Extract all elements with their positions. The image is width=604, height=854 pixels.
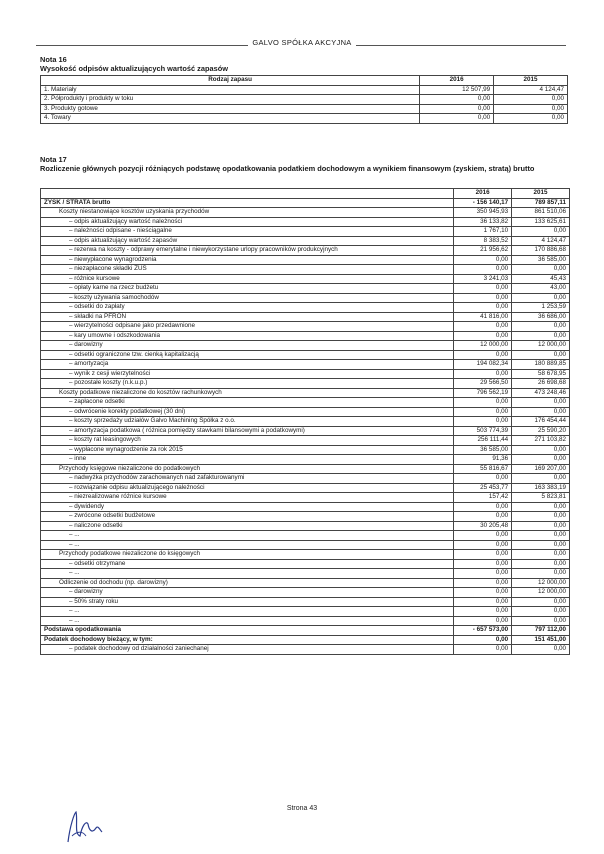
value-2015: 0,00 [494, 114, 568, 124]
table-row [41, 85, 568, 95]
value-2016: 0,00 [454, 293, 512, 303]
value-2016: 503 774,39 [454, 426, 512, 436]
table-row [41, 208, 570, 218]
table-row [41, 407, 570, 417]
table-row [41, 417, 570, 427]
row-label: – odsetki otrzymane [41, 559, 454, 569]
table-row [41, 284, 570, 294]
value-2016: 0,00 [420, 95, 494, 105]
row-label: – niewypłacone wynagrodzenia [41, 255, 454, 265]
value-2016: 12 000,00 [454, 341, 512, 351]
table-row [41, 531, 570, 541]
value-2015: 271 103,82 [512, 436, 570, 446]
row-label: Przychody księgowe niezaliczone do podatkowych [41, 464, 454, 474]
table-row [41, 569, 570, 579]
value-2016: 0,00 [454, 350, 512, 360]
row-label: – należności odpisane - nieściągalne [41, 227, 454, 237]
value-2015: 0,00 [494, 95, 568, 105]
value-2015: 4 124,47 [512, 236, 570, 246]
table-row [41, 246, 570, 256]
value-2015: 36 686,00 [512, 312, 570, 322]
row-label: – niezrealizowane różnice kursowe [41, 493, 454, 503]
value-2016: 0,00 [454, 578, 512, 588]
row-label: Podstawa opodatkowania [41, 626, 454, 636]
row-label: – zwrócone odsetki budżetowe [41, 512, 454, 522]
value-2016: 0,00 [454, 502, 512, 512]
row-label: – ... [41, 607, 454, 617]
row-label: – odsetki ograniczone tzw. cienką kapitalizacją [41, 350, 454, 360]
table-row [41, 512, 570, 522]
value-2015: 0,00 [512, 569, 570, 579]
nota16-number: Nota 16 [40, 55, 67, 64]
value-2016: 3 241,03 [454, 274, 512, 284]
table-row [41, 104, 568, 114]
header-2015: 2015 [512, 189, 570, 199]
table-row [41, 265, 570, 275]
value-2015: 12 000,00 [512, 341, 570, 351]
value-2015: 0,00 [512, 455, 570, 465]
nota16-title: Wysokość odpisów aktualizujących wartość zapasów [40, 63, 228, 73]
value-2015: 0,00 [512, 645, 570, 655]
value-2016: 0,00 [454, 417, 512, 427]
value-2015: 0,00 [512, 445, 570, 455]
table-row [41, 436, 570, 446]
row-label: Podatek dochodowy bieżący, w tym: [41, 635, 454, 645]
value-2016: 1 767,10 [454, 227, 512, 237]
table-row [41, 379, 570, 389]
value-2015: 36 585,00 [512, 255, 570, 265]
row-label: – inne [41, 455, 454, 465]
value-2016: 55 816,67 [454, 464, 512, 474]
value-2016: - 156 140,17 [454, 198, 512, 208]
value-2016: 0,00 [454, 303, 512, 313]
table-row [41, 236, 570, 246]
value-2016: 12 507,99 [420, 85, 494, 95]
value-2016: 0,00 [454, 550, 512, 560]
row-label: – darowizny [41, 341, 454, 351]
row-label: – różnice kursowe [41, 274, 454, 284]
table-row [41, 95, 568, 105]
value-2015: 0,00 [494, 104, 568, 114]
value-2016: 0,00 [454, 588, 512, 598]
table-row [41, 521, 570, 531]
table-row [41, 597, 570, 607]
value-2016: 0,00 [454, 398, 512, 408]
value-2015: 58 678,95 [512, 369, 570, 379]
table-row [41, 227, 570, 237]
row-label: – niezapłacone składki ZUS [41, 265, 454, 275]
value-2016: 29 566,50 [454, 379, 512, 389]
value-2016: 0,00 [454, 645, 512, 655]
value-2016: 0,00 [454, 369, 512, 379]
row-label: – amortyzacja [41, 360, 454, 370]
value-2015: 0,00 [512, 521, 570, 531]
table-row [41, 293, 570, 303]
row-label: – podatek dochodowy od działalności zaniechanej [41, 645, 454, 655]
table-header-row [41, 76, 568, 86]
table-row [41, 483, 570, 493]
value-2016: 0,00 [454, 474, 512, 484]
table-row [41, 474, 570, 484]
value-2015: 0,00 [512, 531, 570, 541]
page-number: Strona 43 [286, 805, 318, 812]
row-label: Przychody podatkowe niezaliczone do księgowych [41, 550, 454, 560]
row-label: – odwrócenie korekty podatkowej (30 dni) [41, 407, 454, 417]
row-label: – rozwiązanie odpisu aktualizującego należności [41, 483, 454, 493]
value-2015: 861 510,06 [512, 208, 570, 218]
value-2015: 133 625,61 [512, 217, 570, 227]
table-row [41, 369, 570, 379]
table-row [41, 360, 570, 370]
value-2016: 0,00 [454, 284, 512, 294]
value-2015: 0,00 [512, 407, 570, 417]
value-2016: 0,00 [454, 540, 512, 550]
table-row [41, 455, 570, 465]
row-label: – zapłacone odsetki [41, 398, 454, 408]
row-label: – opłaty karne na rzecz budżetu [41, 284, 454, 294]
value-2015: 5 823,81 [512, 493, 570, 503]
value-2016: 194 082,34 [454, 360, 512, 370]
value-2015: 0,00 [512, 540, 570, 550]
table-row [41, 626, 570, 636]
value-2016: 91,36 [454, 455, 512, 465]
row-label: – koszty rat leasingowych [41, 436, 454, 446]
value-2016: - 657 573,00 [454, 626, 512, 636]
row-label: Odliczenie od dochodu (np. darowizny) [41, 578, 454, 588]
nota17-title: Rozliczenie głównych pozycji różniących podstawę opodatkowania podatkiem dochodowym a wynikiem finansowym (zyskiem, stratą) brutto [40, 163, 535, 173]
table-row [41, 616, 570, 626]
row-label: Koszty niestanowiące kosztów uzyskania przychodów [41, 208, 454, 218]
value-2015: 0,00 [512, 331, 570, 341]
table-row [41, 550, 570, 560]
value-2016: 0,00 [454, 322, 512, 332]
value-2015: 180 889,85 [512, 360, 570, 370]
value-2016: 0,00 [420, 104, 494, 114]
value-2016: 0,00 [454, 407, 512, 417]
value-2016: 30 205,48 [454, 521, 512, 531]
value-2016: 796 562,19 [454, 388, 512, 398]
row-label: 4. Towary [41, 114, 420, 124]
value-2015: 0,00 [512, 227, 570, 237]
row-label: – pozostałe koszty (n.k.u.p.) [41, 379, 454, 389]
table-row [41, 312, 570, 322]
row-label: – darowizny [41, 588, 454, 598]
nota16-table [40, 75, 568, 124]
value-2016: 36 133,82 [454, 217, 512, 227]
table-row [41, 445, 570, 455]
value-2016: 41 816,00 [454, 312, 512, 322]
value-2015: 43,00 [512, 284, 570, 294]
row-label: 2. Półprodukty i produkty w toku [41, 95, 420, 105]
value-2015: 0,00 [512, 607, 570, 617]
table-row [41, 559, 570, 569]
value-2015: 0,00 [512, 502, 570, 512]
value-2016: 0,00 [454, 559, 512, 569]
value-2016: 0,00 [454, 265, 512, 275]
table-row [41, 635, 570, 645]
row-label: – dywidendy [41, 502, 454, 512]
table-header-row [41, 189, 570, 199]
value-2016: 0,00 [454, 607, 512, 617]
value-2015: 45,43 [512, 274, 570, 284]
row-label: – ... [41, 531, 454, 541]
row-label: – ... [41, 569, 454, 579]
value-2015: 0,00 [512, 322, 570, 332]
value-2016: 0,00 [454, 255, 512, 265]
value-2016: 256 111,44 [454, 436, 512, 446]
row-label: – naliczone odsetki [41, 521, 454, 531]
table-row [41, 540, 570, 550]
value-2015: 0,00 [512, 616, 570, 626]
value-2016: 0,00 [454, 531, 512, 541]
table-row [41, 426, 570, 436]
row-label: – nadwyżka przychodów zarachowanych nad zafakturowanymi [41, 474, 454, 484]
row-label: – składki na PFRON [41, 312, 454, 322]
table-row [41, 331, 570, 341]
value-2015: 0,00 [512, 512, 570, 522]
table-row [41, 274, 570, 284]
value-2016: 0,00 [454, 512, 512, 522]
table-row [41, 588, 570, 598]
value-2015: 12 000,00 [512, 588, 570, 598]
value-2015: 170 886,68 [512, 246, 570, 256]
table-row [41, 493, 570, 503]
table-row [41, 114, 568, 124]
value-2015: 473 248,46 [512, 388, 570, 398]
value-2015: 12 000,00 [512, 578, 570, 588]
nota16-heading [40, 56, 228, 73]
row-label: – wierzytelności odpisane jako przedawnione [41, 322, 454, 332]
table-row [41, 255, 570, 265]
value-2015: 0,00 [512, 350, 570, 360]
row-label: – rezerwa na koszty - odprawy emerytalne i niewykorzystane urlopy pracowników produkcyjnych [41, 246, 454, 256]
value-2016: 0,00 [454, 597, 512, 607]
value-2015: 0,00 [512, 559, 570, 569]
table-row [41, 217, 570, 227]
value-2015: 0,00 [512, 398, 570, 408]
signature-image [62, 806, 104, 846]
company-name: GALVO SPÓŁKA AKCYJNA [0, 38, 604, 47]
row-label: – odsetki do zapłaty [41, 303, 454, 313]
table-row [41, 502, 570, 512]
header-rodzaj-zapasu: Rodzaj zapasu [41, 76, 420, 86]
row-label: ZYSK / STRATA brutto [41, 198, 454, 208]
value-2016: 350 945,93 [454, 208, 512, 218]
value-2015: 0,00 [512, 265, 570, 275]
value-2015: 169 207,00 [512, 464, 570, 474]
row-label: – odpis aktualizujący wartość zapasów [41, 236, 454, 246]
value-2015: 25 590,20 [512, 426, 570, 436]
header-2015: 2015 [494, 76, 568, 86]
row-label: – ... [41, 540, 454, 550]
value-2016: 25 453,77 [454, 483, 512, 493]
value-2015: 151 451,00 [512, 635, 570, 645]
value-2015: 176 454,44 [512, 417, 570, 427]
value-2015: 0,00 [512, 293, 570, 303]
row-label: 3. Produkty gotowe [41, 104, 420, 114]
value-2015: 26 698,68 [512, 379, 570, 389]
table-row [41, 303, 570, 313]
row-label: – wynik z cesji wierzytelności [41, 369, 454, 379]
row-label: – odpis aktualizujący wartość należności [41, 217, 454, 227]
value-2016: 0,00 [420, 114, 494, 124]
value-2015: 4 124,47 [494, 85, 568, 95]
table-row [41, 398, 570, 408]
value-2015: 163 383,19 [512, 483, 570, 493]
row-label: – koszty sprzedaży udziałów Galvo Machining Spółka z o.o. [41, 417, 454, 427]
row-label: – ... [41, 616, 454, 626]
value-2016: 0,00 [454, 616, 512, 626]
row-label: 1. Materiały [41, 85, 420, 95]
value-2015: 789 857,11 [512, 198, 570, 208]
table-row [41, 322, 570, 332]
row-label: – 50% straty roku [41, 597, 454, 607]
header-2016: 2016 [454, 189, 512, 199]
header-2016: 2016 [420, 76, 494, 86]
header-label [41, 189, 454, 199]
table-row [41, 198, 570, 208]
nota17-number: Nota 17 [40, 155, 67, 164]
value-2016: 0,00 [454, 635, 512, 645]
table-row [41, 350, 570, 360]
value-2015: 0,00 [512, 474, 570, 484]
table-row [41, 388, 570, 398]
row-label: – koszty używania samochodów [41, 293, 454, 303]
value-2015: 0,00 [512, 550, 570, 560]
table-row [41, 341, 570, 351]
value-2016: 21 956,62 [454, 246, 512, 256]
value-2016: 157,42 [454, 493, 512, 503]
value-2015: 1 253,59 [512, 303, 570, 313]
row-label: – kary umowne i odszkodowania [41, 331, 454, 341]
value-2015: 797 112,00 [512, 626, 570, 636]
table-row [41, 464, 570, 474]
nota17-table [40, 188, 570, 655]
table-row [41, 607, 570, 617]
row-label: – wypłacone wynagrodzenie za rok 2015 [41, 445, 454, 455]
value-2016: 0,00 [454, 331, 512, 341]
value-2016: 8 383,52 [454, 236, 512, 246]
row-label: – amortyzacja podatkowa ( różnica pomiędzy stawkami bilansowymi a podatkowymi) [41, 426, 454, 436]
value-2016: 36 585,00 [454, 445, 512, 455]
nota17-heading [40, 156, 570, 173]
row-label: Koszty podatkowe niezaliczone do kosztów rachunkowych [41, 388, 454, 398]
value-2015: 0,00 [512, 597, 570, 607]
value-2016: 0,00 [454, 569, 512, 579]
table-row [41, 578, 570, 588]
table-row [41, 645, 570, 655]
